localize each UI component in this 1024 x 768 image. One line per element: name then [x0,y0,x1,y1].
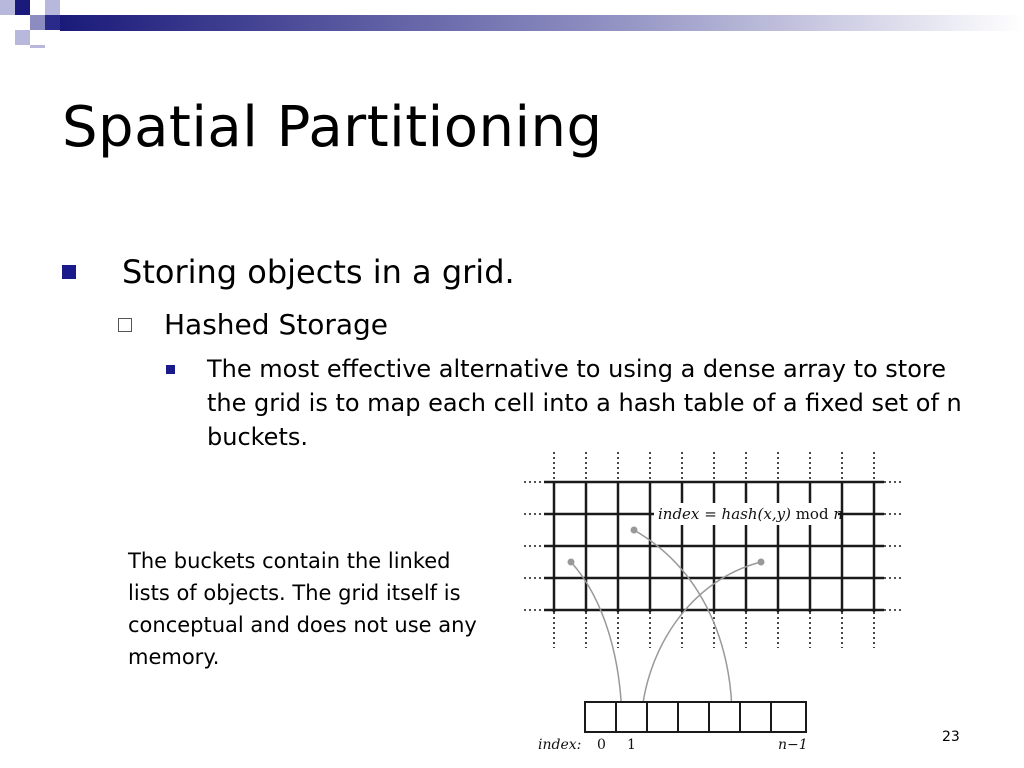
index-label: index: [538,737,582,753]
bullet-level-1-text: Storing objects in a grid. [122,253,515,291]
arrow-to-bucket-0 [571,562,622,722]
bucket-label-last: n−1 [778,737,808,753]
bucket-label-0: 0 [597,737,606,753]
bucket-array [585,702,806,732]
page-number: 23 [942,729,960,745]
bullet-level-2-text: Hashed Storage [164,308,388,341]
bucket-label-1: 1 [627,737,636,753]
grid [524,452,902,648]
bullet-level-3-text: The most effective alternative to using a dense array to store the grid is to map each cell into a hash table of a fixed set of n buckets. [207,355,962,451]
hash-arrows [568,527,765,723]
slide-title: Spatial Partitioning [62,95,603,160]
diagram-caption: The buckets contain the linked lists of objects. The grid itself is conceptual and does not use any memory. [128,549,477,669]
hash-formula: index = hash(x,y) mod n [658,505,844,523]
arrow-to-bucket-1 [641,562,761,722]
